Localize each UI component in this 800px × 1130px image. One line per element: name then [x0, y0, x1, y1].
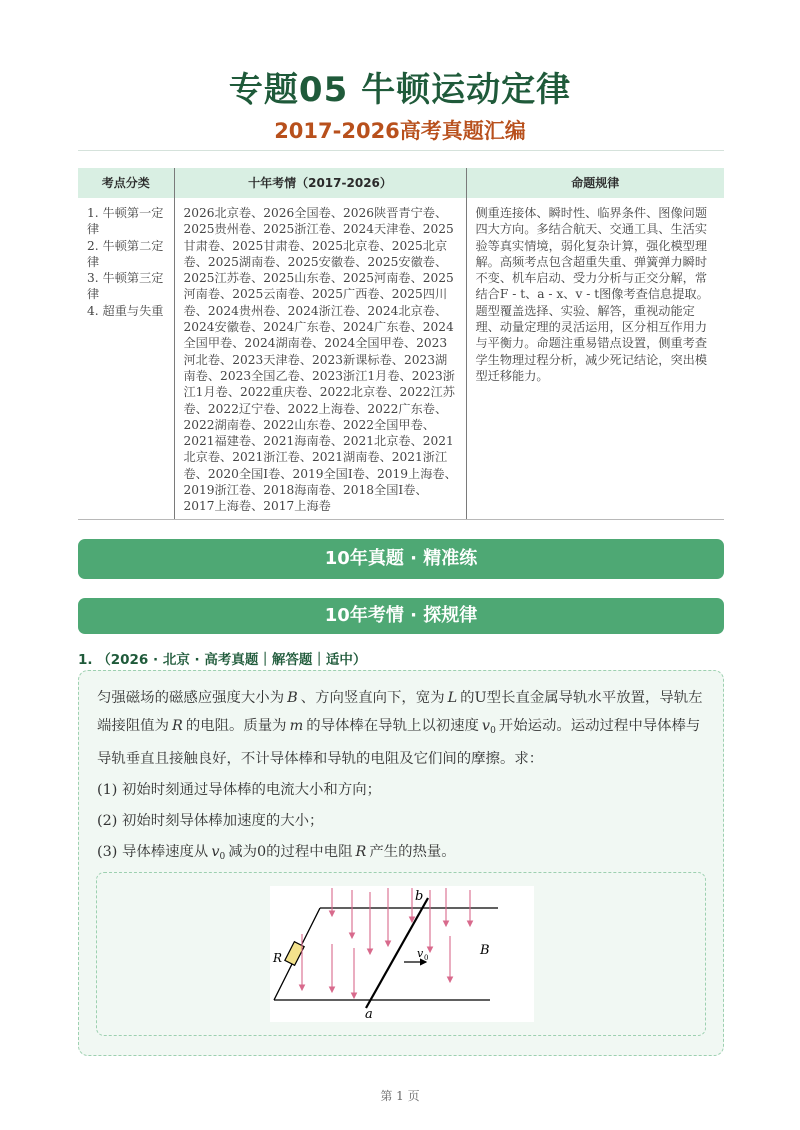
topic-item: 4. 超重与失重 — [87, 303, 164, 318]
label-a: a — [365, 1007, 373, 1022]
table-header-rules: 命题规律 — [466, 168, 724, 198]
question-text — [97, 684, 712, 871]
table-header-row — [78, 168, 724, 198]
label-R: R — [273, 951, 283, 965]
section-banner-practice: 10年真题 · 精准练 — [78, 539, 724, 579]
topic-item: 2. 牛顿第二定律 — [87, 238, 164, 269]
overview-table — [78, 168, 724, 520]
history-cell: 2026北京卷、2026全国卷、2026陕晋青宁卷、2025贵州卷、2025浙江卷、2024天津卷、2025甘肃卷、2025甘肃卷、2025北京卷、2025北京卷、2025湖南卷、2025安徽卷、2025安徽卷、2025江苏卷、2025山东卷、2025河南卷、2025河南卷、2025云南卷、2025广西卷、2025四川卷、2024贵州卷、2024浙江卷、2024北京卷、2024安徽卷、2024广东卷、2024广东卷、2024全国甲卷、2024湖南卷、2024全国甲卷、2023河北卷、2023天津卷、2023新课标卷、2023湖南卷、2023全国乙卷、2023浙江1月卷、2023浙江1月卷、2022重庆卷、2022北京卷、2022江苏卷、2022辽宁卷、2022上海卷、2022广东卷、2022湖南卷、2022山东卷、2022全国甲卷、2021福建卷、2021海南卷、2021北京卷、2021北京卷、2021浙江卷、2021湖南卷、2021浙江卷、2020全国Ⅰ卷、2019全国Ⅰ卷、2019上海卷、2019浙江卷、2018海南卷、2018全国Ⅰ卷、2017上海卷、2017上海卷 — [174, 198, 466, 519]
rail-diagram-svg — [270, 886, 534, 1022]
resistor — [285, 942, 304, 966]
question-part-2: (2) 初始时刻导体棒加速度的大小； — [97, 813, 324, 829]
topic-item: 1. 牛顿第一定律 — [87, 206, 164, 237]
table-row — [78, 198, 724, 519]
label-v-sub: 0 — [424, 954, 429, 962]
page-subtitle: 2017-2026高考真题汇编 — [274, 119, 526, 143]
page-title: 专题05 牛顿运动定律 — [228, 70, 572, 110]
label-v: v — [417, 947, 424, 960]
question-header: 1. （2026 · 北京 · 高考真题｜解答题｜适中） — [78, 652, 367, 668]
question-part-3: (3) 导体棒速度从 $v_0$ 减为0的过程中电阻 R 产生的热量。 — [97, 844, 456, 862]
page-number: 第 1 页 — [380, 1089, 420, 1103]
label-B: B — [480, 943, 490, 958]
rail-diagram — [270, 886, 534, 1022]
section-banner-trends: 10年考情 · 探规律 — [78, 598, 724, 634]
table-header-history: 十年考情（2017-2026） — [174, 168, 466, 198]
topics-cell — [78, 198, 174, 519]
rules-cell: 侧重连接体、瞬时性、临界条件、图像问题四大方向。多结合航天、交通工具、生活实验等真实情境，弱化复杂计算，强化模型理解。高频考点包含超重失重、弹簧弹力瞬时不变、机车启动、受力分析与正交分解，常结合F - t、a - x、v - t图像考查信息提取。题型覆盖选择、实验、解答，重视动能定理、动量定理的灵活运用，区分相互作用力与平衡力。命题注重易错点设置，侧重考查学生物理过程分析，减少死记结论，突出模型迁移能力。 — [466, 198, 724, 519]
label-b: b — [415, 889, 424, 904]
table-header-topics: 考点分类 — [78, 168, 174, 198]
question-part-1: (1) 初始时刻通过导体棒的电流大小和方向； — [97, 782, 381, 798]
topic-item: 3. 牛顿第三定律 — [87, 271, 164, 302]
question-stem: 匀强磁场的磁感应强度大小为 B 、方向竖直向下，宽为 L 的U型长直金属导轨水平放置，导轨左端接阻值为 R 的电阻。质量为 m 的导体棒在导轨上以初速度 $v_0$ 开始运动。运动过程中导体棒与导轨垂直且接触良好，不计导体棒和导轨的电阻及它们间的摩擦。求： — [97, 690, 703, 767]
title-divider — [78, 150, 724, 151]
